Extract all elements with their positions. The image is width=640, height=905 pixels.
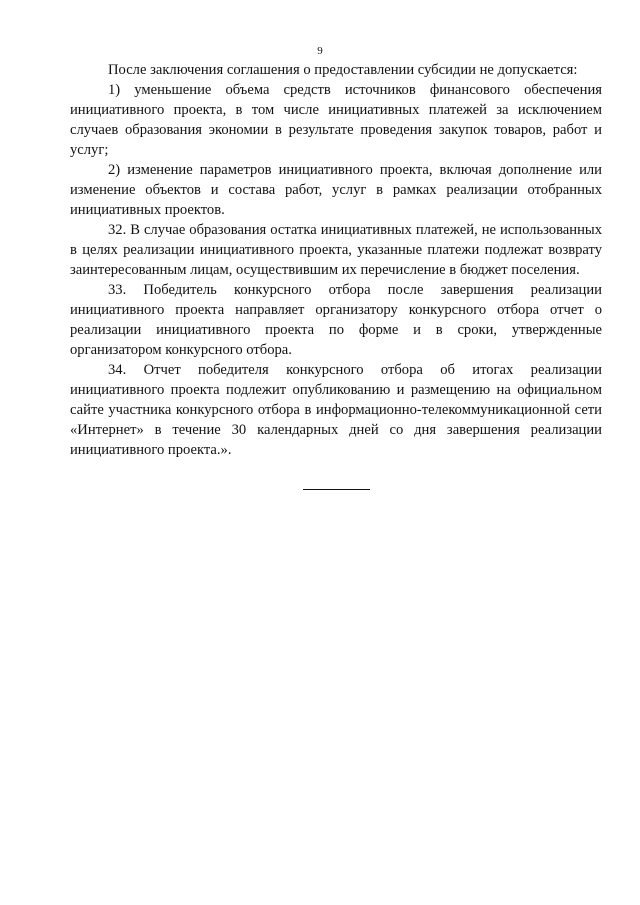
- paragraph-number: 1): [108, 82, 121, 98]
- paragraph-number: 34.: [108, 362, 127, 378]
- paragraph-clause-34: [70, 360, 602, 460]
- paragraph-clause-32: [70, 220, 602, 280]
- paragraph-text: Победитель конкурсного отбора после завершения реализации инициативного проекта направляет организатору конкурсного отбора отчет о реализации инициативного проекта по форме и в сроки, утвержденные организатором конкурсного отбора.: [70, 282, 602, 358]
- paragraph-item-2: [70, 160, 602, 220]
- page-number: 9: [317, 45, 323, 57]
- closing-divider: [303, 489, 370, 490]
- paragraph-intro: [70, 60, 602, 80]
- paragraph-item-1: [70, 80, 602, 160]
- document-body: [70, 60, 602, 460]
- paragraph-text: уменьшение объема средств источников финансового обеспечения инициативного проекта, в том числе инициативных платежей за исключением случаев образования экономии в результате проведения закупок товаров, работ и услуг;: [70, 82, 602, 158]
- paragraph-text: После заключения соглашения о предоставлении субсидии не допускается:: [108, 62, 578, 78]
- paragraph-number: 32.: [108, 222, 127, 238]
- paragraph-text: В случае образования остатка инициативных платежей, не использованных в целях реализации инициативного проекта, указанные платежи подлежат возврату заинтересованным лицам, осуществившим их перечисление в бюджет поселения.: [70, 222, 602, 278]
- paragraph-clause-33: [70, 280, 602, 360]
- paragraph-number: 33.: [108, 282, 127, 298]
- paragraph-text: Отчет победителя конкурсного отбора об итогах реализации инициативного проекта подлежит опубликованию и размещению на официальном сайте участника конкурсного отбора в информационно-телекоммуникационной сети «Интернет» в течение 30 календарных дней со дня завершения реализации инициативного проекта.».: [70, 362, 602, 458]
- paragraph-text: изменение параметров инициативного проекта, включая дополнение или изменение объектов и состава работ, услуг в рамках реализации отобранных инициативных проектов.: [70, 162, 602, 218]
- paragraph-number: 2): [108, 162, 121, 178]
